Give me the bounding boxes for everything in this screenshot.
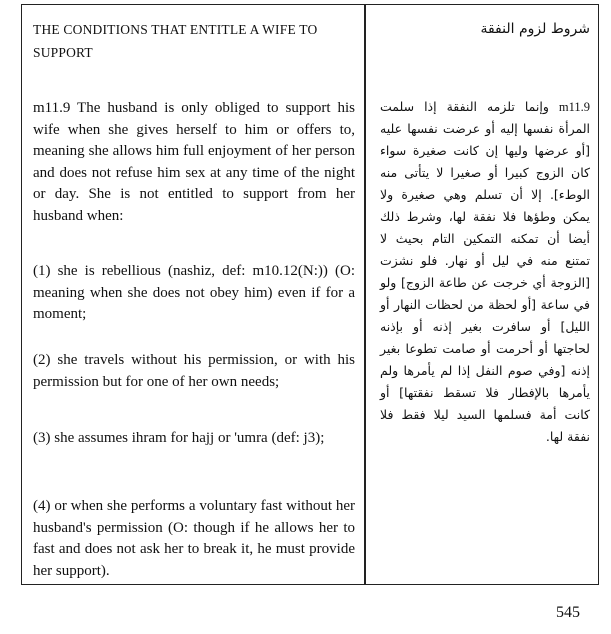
condition-item-4: (4) or when she performs a voluntary fast without her husband's permission (O: though if he allows her to fast and does not ask her to break it, he must provide her support). bbox=[33, 498, 355, 579]
condition-item-2: (2) she travels without his permission, or with his permission but for one of her own needs; bbox=[33, 352, 355, 390]
arabic-section-heading: شروط لزوم النفقة bbox=[480, 21, 590, 37]
page-number: 545 bbox=[556, 604, 580, 621]
section-heading: THE CONDITIONS THAT ENTITLE A WIFE TO SUPPORT bbox=[33, 22, 318, 60]
condition-item-3: (3) she assumes ihram for hajj or 'umra (def: j3); bbox=[33, 430, 325, 446]
condition-item-1: (1) she is rebellious (nashiz, def: m10.12(N:)) (O: meaning when she does not obey him) even if for a moment; bbox=[33, 263, 355, 322]
arabic-section-ref: m11.9 bbox=[558, 100, 590, 114]
column-divider bbox=[364, 4, 366, 585]
main-paragraph: m11.9 The husband is only obliged to support his wife when she gives herself to him or offers to, meaning she allows him full enjoyment of her person and does not refuse him sex at any time of the night or day. She is not entitled to support from her husband when: bbox=[33, 100, 355, 224]
arabic-body-text: وإنما تلزمه النفقة إذا سلمت المرأة نفسها إليه أو عرضت نفسها عليه [أو عرضها وليها إن كانت صغيرة سواء كان الزوج كبيرا أو صغيرا لا يتأتى منه الوطء]. إلا أن تسلم وهي صغيرة ولا يمكن وطؤها فلا نفقة لها، وشرط ذلك أيضا أن تمكنه التمكين التام بحيث لا تمتنع منه في ليل أو نهار. فلو نشزت [الزوجة أي خرجت عن طاعة الزوج] ولو في ساعة [أو لحظة من لحظات النهار أو الليل] أو سافرت بغير إذنه أو بإذنه لحاجتها أو أحرمت أو صامت تطوعا بغير إذنه [وفي صوم النفل إذا لم يأمرها ولم يأمرها بالإفطار فلا تسقط نفقتها] أو كانت أمة فسلمها السيد ليلا فقط فلا نفقة لها. bbox=[380, 99, 590, 444]
arabic-text-block bbox=[380, 96, 590, 448]
